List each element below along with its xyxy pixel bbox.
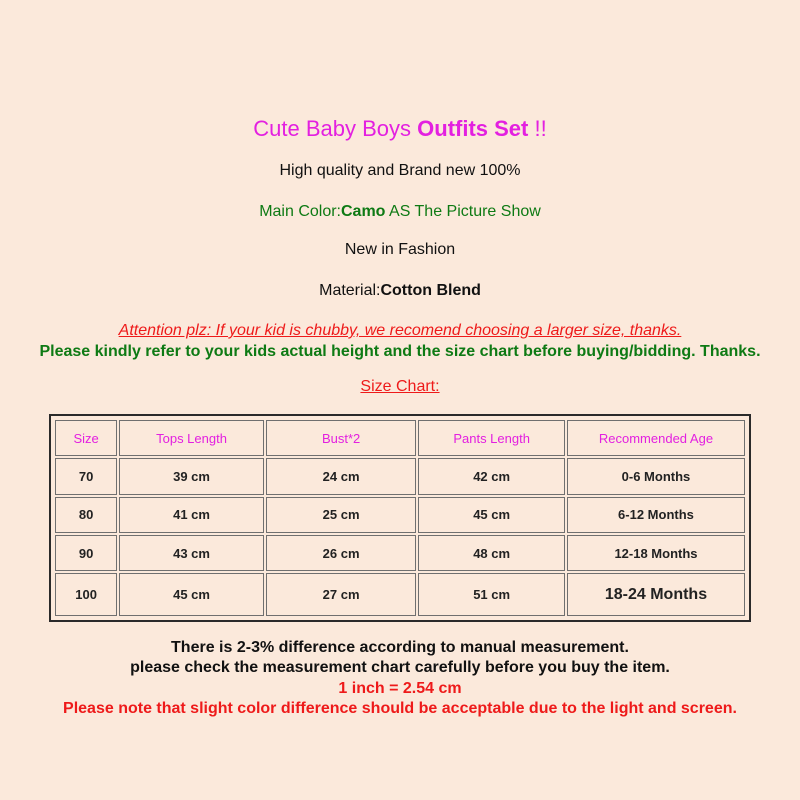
table-cell: 27 cm — [266, 573, 416, 616]
header-tops-length: Tops Length — [119, 420, 264, 456]
table-cell: 39 cm — [119, 458, 264, 494]
material-value: Cotton Blend — [380, 282, 481, 299]
header-recommended-age: Recommended Age — [567, 420, 745, 456]
table-cell: 25 cm — [266, 497, 416, 533]
refer-notice: Please kindly refer to your kids actual height and the size chart before buying/bidding. Thanks. — [39, 343, 761, 360]
table-cell: 45 cm — [119, 573, 264, 616]
table-cell: 24 cm — [266, 458, 416, 494]
table-header-row — [55, 420, 745, 456]
color-difference-note: Please note that slight color difference should be acceptable due to the light and screen. — [63, 700, 737, 717]
material-label: Material: — [319, 282, 381, 299]
table-cell: 45 cm — [418, 497, 565, 533]
quality-text: High quality and Brand new 100% — [279, 162, 521, 179]
attention-notice: Attention plz: If your kid is chubby, we recomend choosing a larger size, thanks. — [118, 322, 682, 339]
table-row — [55, 458, 745, 494]
table-cell: 12-18 Months — [567, 535, 745, 571]
table-cell: 43 cm — [119, 535, 264, 571]
inch-conversion: 1 inch = 2.54 cm — [338, 680, 462, 697]
main-color-value: Camo — [341, 203, 386, 220]
table-row — [55, 535, 745, 571]
size-chart-table — [49, 414, 751, 622]
table-cell: 70 — [55, 458, 117, 494]
title-part-1: Cute Baby Boys — [253, 116, 418, 141]
table-row — [55, 497, 745, 533]
header-bust: Bust*2 — [266, 420, 416, 456]
table-cell: 100 — [55, 573, 117, 616]
table-cell: 48 cm — [418, 535, 565, 571]
table-row — [55, 573, 745, 616]
fashion-text: New in Fashion — [344, 241, 456, 258]
table-cell: 41 cm — [119, 497, 264, 533]
table-cell: 18-24 Months — [567, 573, 745, 616]
check-note: please check the measurement chart carefully before you buy the item. — [130, 659, 670, 676]
header-pants-length: Pants Length — [418, 420, 565, 456]
difference-note: There is 2-3% difference according to manual measurement. — [171, 639, 629, 656]
title-part-3: !! — [528, 116, 547, 141]
table-cell: 51 cm — [418, 573, 565, 616]
main-color-label: Main Color: — [259, 203, 341, 220]
main-color-suffix: AS The Picture Show — [385, 203, 541, 220]
table-cell: 0-6 Months — [567, 458, 745, 494]
header-size: Size — [55, 420, 117, 456]
table-cell: 26 cm — [266, 535, 416, 571]
table-cell: 90 — [55, 535, 117, 571]
material-text — [0, 282, 800, 300]
table-cell: 6-12 Months — [567, 497, 745, 533]
product-title — [0, 116, 800, 142]
table-cell: 42 cm — [418, 458, 565, 494]
size-chart-title: Size Chart: — [360, 378, 440, 395]
main-color-text — [0, 203, 800, 221]
table-cell: 80 — [55, 497, 117, 533]
title-part-2: Outfits Set — [417, 116, 529, 141]
